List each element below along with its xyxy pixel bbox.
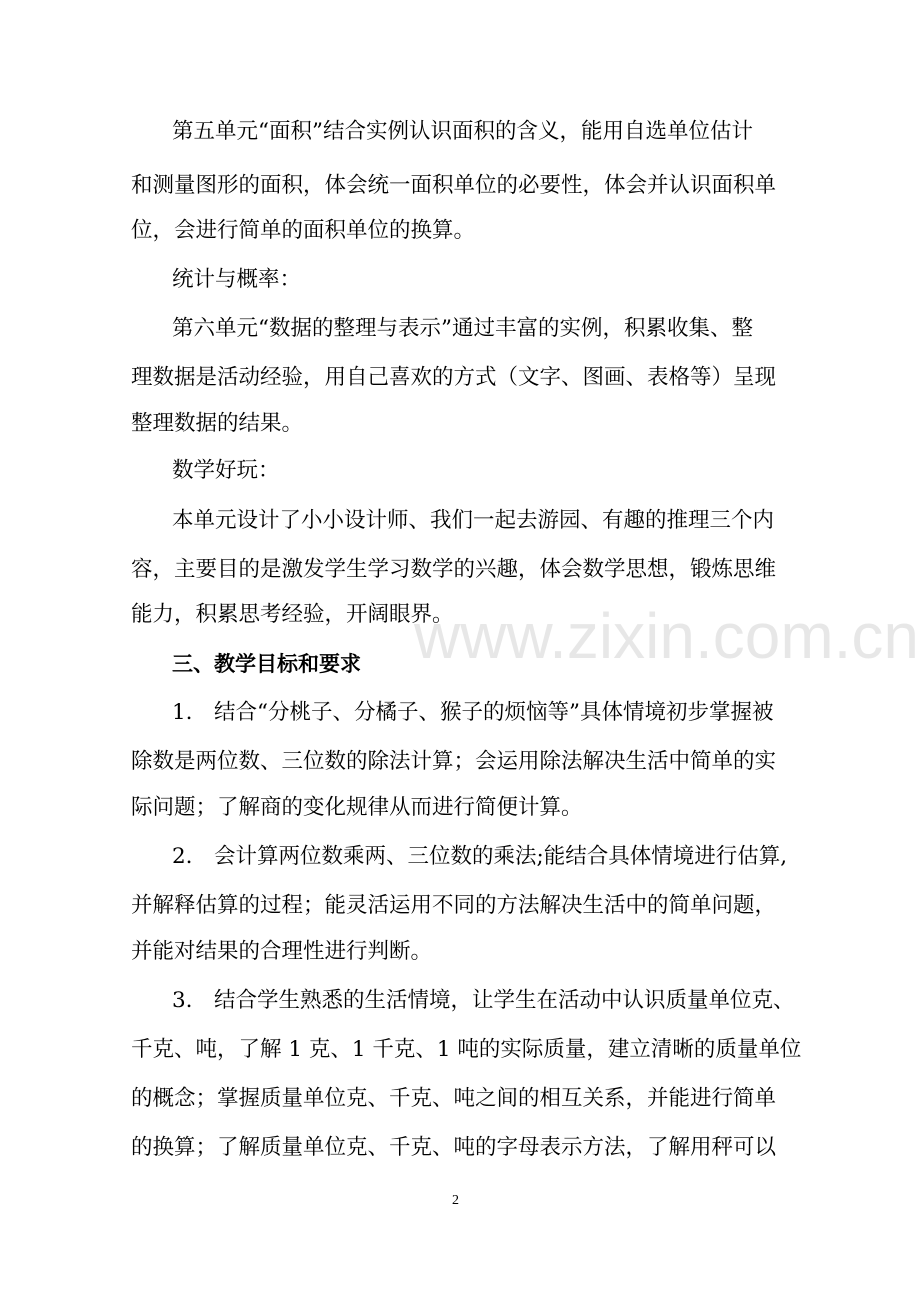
list-item-line: 2. 会计算两位数乘两、三位数的乘法;能结合具体情境进行估算, (172, 844, 788, 869)
list-item-line: 千克、吨，了解 1 克、1 千克、1 吨的实际质量，建立清晰的质量单位 (131, 1037, 802, 1062)
paragraph-line: 位，会进行简单的面积单位的换算。 (131, 218, 476, 243)
list-item-line: 的概念；掌握质量单位克、千克、吨之间的相互关系，并能进行简单 (131, 1086, 777, 1111)
watermark-text: www.zixin.com.cn (414, 600, 919, 672)
paragraph-line: 第六单元“数据的整理与表示”通过丰富的实例，积累收集、整 (172, 316, 753, 341)
list-item-line: 除数是两位数、三位数的除法计算；会运用除法解决生活中简单的实 (131, 749, 777, 774)
paragraph-line: 本单元设计了小小设计师、我们一起去游园、有趣的推理三个内 (172, 508, 775, 533)
paragraph-line: 和测量图形的面积，体会统一面积单位的必要性，体会并认识面积单 (131, 173, 777, 198)
section-label: 数学好玩： (172, 458, 280, 483)
paragraph-line: 理数据是活动经验，用自己喜欢的方式（文字、图画、表格等）呈现 (131, 365, 777, 390)
list-item-line: 的换算；了解质量单位克、千克、吨的字母表示方法，了解用秤可以 (131, 1135, 777, 1160)
paragraph-line: 整理数据的结果。 (131, 411, 304, 436)
list-item-line: 并解释估算的过程；能灵活运用不同的方法解决生活中的简单问题， (131, 893, 777, 918)
paragraph-line: 容，主要目的是激发学生学习数学的兴趣，体会数学思想，锻炼思维 (131, 557, 777, 582)
list-item-line: 并能对结果的合理性进行判断。 (131, 939, 433, 964)
section-heading: 三、教学目标和要求 (172, 652, 361, 676)
section-label: 统计与概率： (172, 267, 302, 292)
page-number: 2 (452, 1193, 459, 1208)
list-item-line: 3. 结合学生熟悉的生活情境，让学生在活动中认识质量单位克、 (172, 988, 795, 1013)
list-item-line: 1. 结合“分桃子、分橘子、猴子的烦恼等”具体情境初步掌握被 (172, 700, 774, 725)
paragraph-line: 第五单元“面积”结合实例认识面积的含义，能用自选单位估计 (172, 119, 753, 144)
paragraph-line: 能力，积累思考经验，开阔眼界。 (131, 602, 454, 627)
list-item-line: 际问题；了解商的变化规律从而进行简便计算。 (131, 795, 583, 820)
